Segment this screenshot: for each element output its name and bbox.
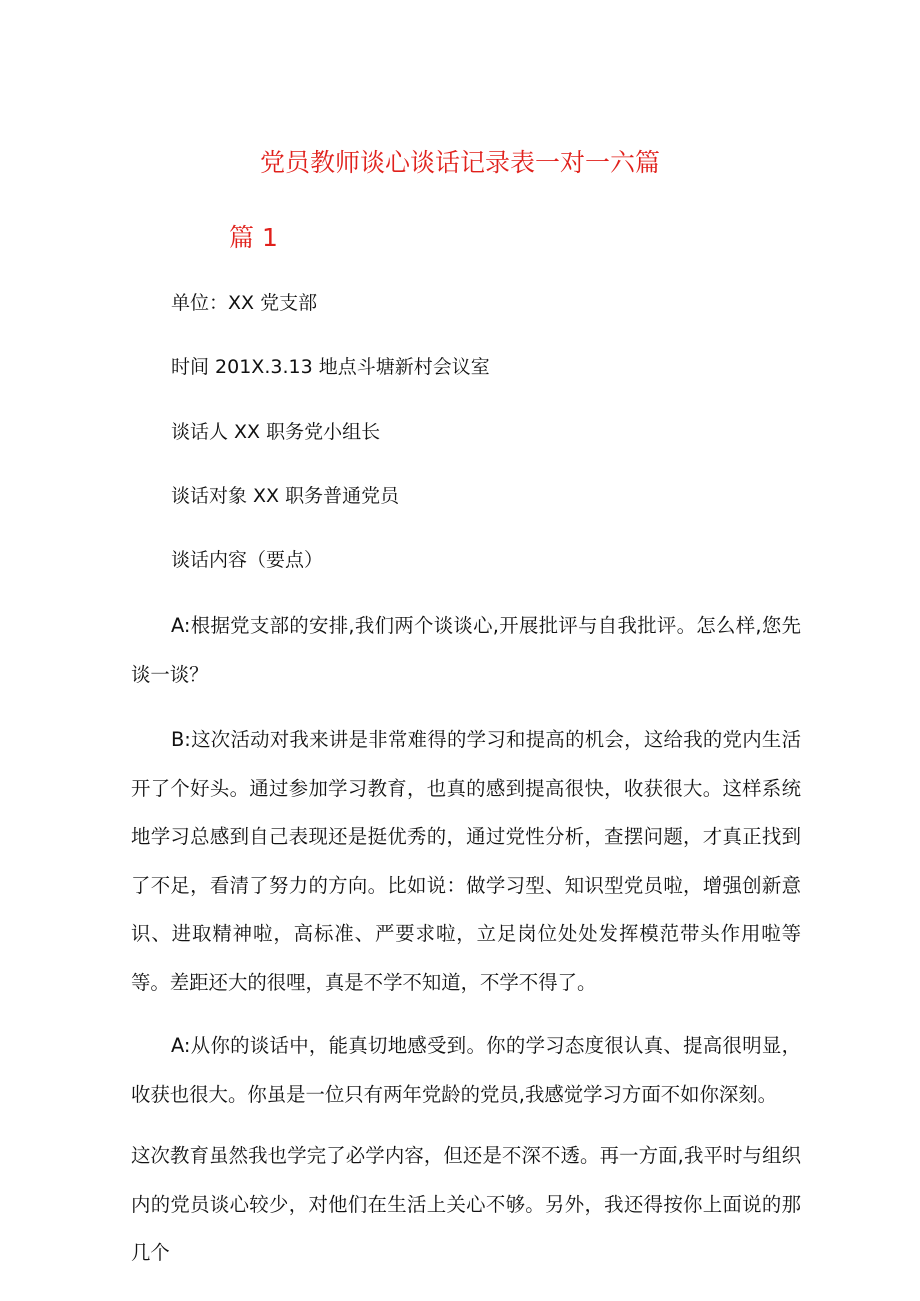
paragraph-b-response: B:这次活动对我来讲是非常难得的学习和提高的机会，这给我的党内生活开了个好头。通过参加学习教育，也真的感到提高很快，收获很大。这样系统地学习总感到自己表现还是挺优秀的，通过党性分析，查摆问题，才真正找到了不足，看清了努力的方向。比如说：做学习型、知识型党员啦，增强创新意识、进取精神啦，高标准、严要求啦，立足岗位处处发挥模范带头作用啦等等。差距还大的很哩，真是不学不知道，不学不得了。 <box>131 728 801 994</box>
document-title: 党员教师谈心谈话记录表一对一六篇 <box>259 148 660 177</box>
meta-speaker: 谈话人 XX 职务党小组长 <box>171 421 381 443</box>
paragraph-a-reply: A:从你的谈话中，能真切地感受到。你的学习态度很认真、提高很明显，收获也很大。你虽是一位只有两年党龄的党员,我感觉学习方面不如你深刻。 <box>131 1034 801 1106</box>
meta-target: 谈话对象 XX 职务普通党员 <box>171 485 400 507</box>
paragraph-continuation: 这次教育虽然我也学完了必学内容，但还是不深不透。再一方面,我平时与组织内的党员谈心较少，对他们在生活上关心不够。另外，我还得按你上面说的那几个 <box>131 1144 801 1265</box>
paragraph-a-opening: A:根据党支部的安排,我们两个谈谈心,开展批评与自我批评。怎么样,您先谈一谈？ <box>131 614 801 686</box>
meta-time-place: 时间 201X.3.13 地点斗塘新村会议室 <box>171 356 490 378</box>
meta-content-label: 谈话内容（要点） <box>171 549 324 571</box>
meta-unit: 单位：XX 党支部 <box>171 292 318 314</box>
section-heading: 篇 1 <box>229 223 278 252</box>
